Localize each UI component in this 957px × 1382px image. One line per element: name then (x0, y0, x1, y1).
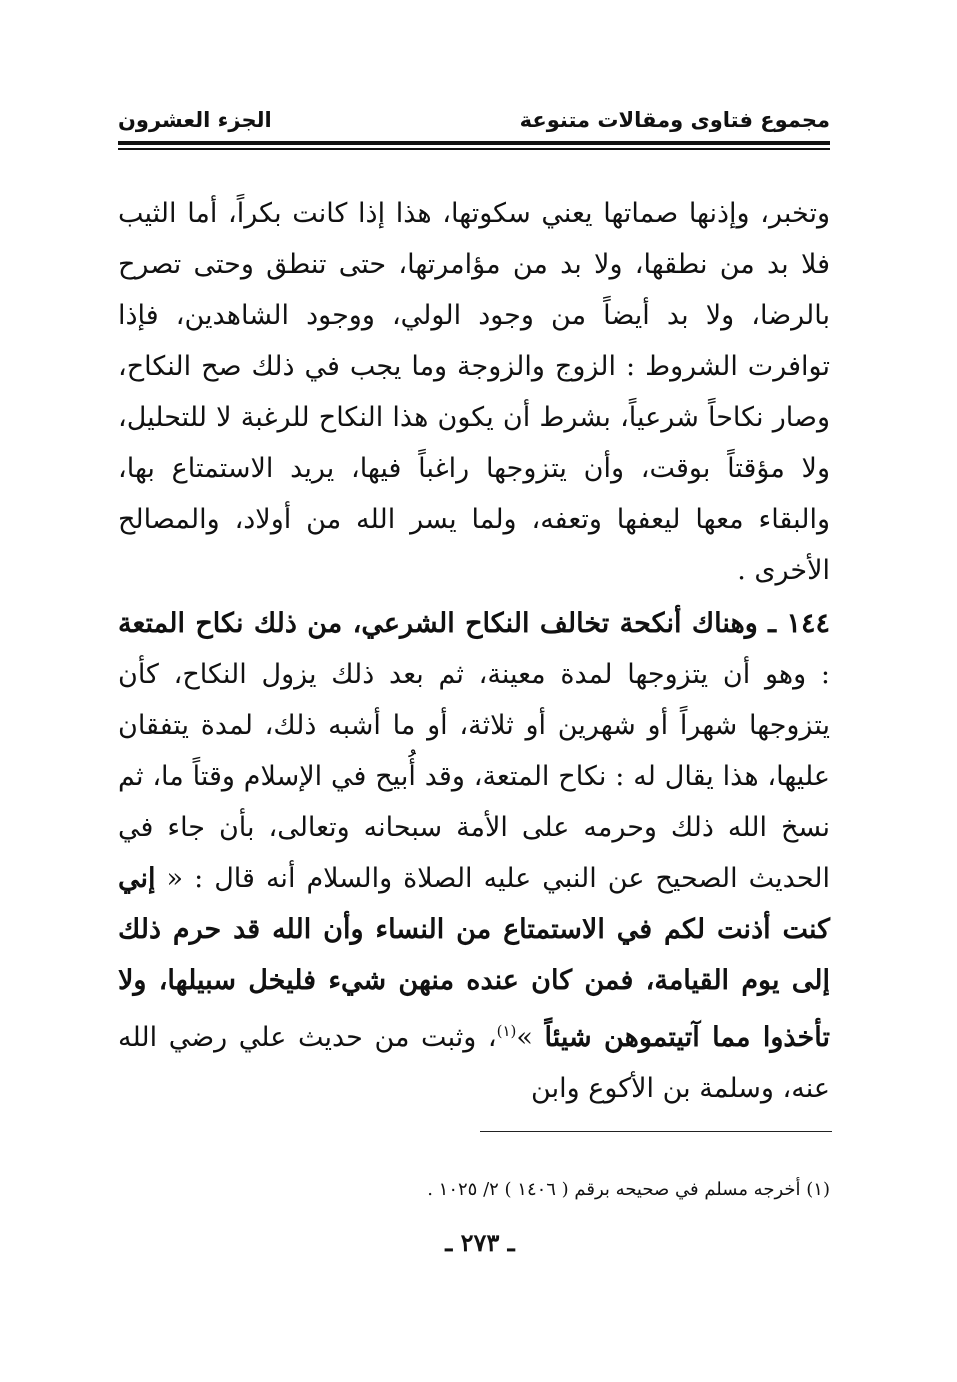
header-rule-thin (118, 148, 830, 150)
paragraph-2-tail: ، وثبت من حديث علي رضي الله عنه، وسلمة بن الأكوع وابن (118, 1022, 830, 1104)
footnote (118, 1176, 830, 1204)
running-header (118, 92, 830, 132)
header-rule-thick (118, 141, 830, 145)
paragraph-2-text: : وهو أن يتزوجها لمدة معينة، ثم بعد ذلك يزول النكاح، كأن يتزوجها شهراً أو شهرين أو ثلاثة، أو ما أشبه ذلك، لمدة يتفقان عليها، هذا يقال له : نكاح المتعة، وقد أُبيح في الإسلام وقتاً ما، ثم نسخ الله ذلك وحرمه على الأمة سبحانه وتعالى، بأن جاء في الحديث الصحيح عن النبي عليه الصلاة والسلام أنه قال : « (118, 659, 830, 894)
paragraph-1: وتخبر، وإذنها صماتها يعني سكوتها، هذا إذا كانت بكراً، أما الثيب فلا بد من نطقها، ولا بد من مؤامرتها، حتى تنطق وحتى تصرح بالرضا، ولا بد أيضاً من وجود الولي، ووجود الشاهدين، فإذا توافرت الشروط : الزوج والزوجة وما يجب في ذلك صح النكاح، وصار نكاحاً شرعياً، بشرط أن يكون هذا النكاح للرغبة لا للتحليل، ولا مؤقتاً بوقت، وأن يتزوجها راغباً فيها، يريد الاستمتاع بها، والبقاء معها ليعفها وتعفه، ولما يسر الله من أولاد، والمصالح الأخرى . (118, 198, 830, 586)
book-title: مجموع فتاوى ومقالات متنوعة (519, 108, 830, 132)
section-144-heading: ١٤٤ ـ وهناك أنكحة تخالف النكاح الشرعي، من ذلك نكاح المتعة (118, 608, 830, 639)
hadith-quote: إني كنت أذنت لكم في الاستمتاع من النساء وأن الله قد حرم ذلك إلى يوم القيامة، فمن كان عنده منهن شيء فليخل سبيلها، ولا تأخذوا مما آتيتموهن شيئاً (118, 863, 830, 1053)
volume-label: الجزء العشرون (118, 108, 272, 132)
quote-close: » (516, 1022, 545, 1053)
footnote-text: أخرجه مسلم في صحيحه برقم ( ١٤٠٦ ) ٢/ ١٠٢٥ . (427, 1179, 801, 1200)
footnote-ref: (١) (496, 1022, 517, 1040)
main-text (118, 188, 830, 1114)
paragraph-2 (118, 598, 830, 1114)
footnote-divider (480, 1131, 832, 1132)
footnote-marker: (١) (806, 1179, 830, 1200)
page-number: ـ ٢٧٣ ـ (445, 1228, 515, 1257)
